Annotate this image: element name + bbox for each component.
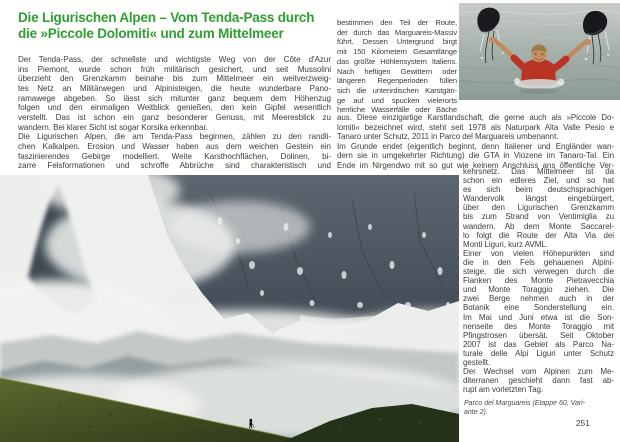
text-line: mit 150 Kilometern Gesamtlänge [337, 47, 457, 57]
text-line: zarre Felsformationen und schroffe Abbrüche sind charakteristisch und [18, 161, 331, 171]
photo-swimmer-illustration [459, 3, 620, 100]
text-line: rupt am vorletzten Tag. [463, 385, 544, 395]
photo-misty-mountains [0, 175, 459, 442]
text-line: Die Ligurischen Alpen – Vom Tenda-Pass durch [18, 10, 315, 25]
text-line: Die Ligurischen Alpen, die am Tenda-Pass beginnen, zählen zu den randli- [18, 132, 331, 142]
text-line: überzieht den Grenzkamm beinahe bis zum Mittelmeer ein weitverzweig- [18, 74, 331, 84]
text-line: Botanik eine Sonderstellung ein. [463, 303, 614, 313]
text-line: steige, die sich verwegen durch die [463, 267, 614, 277]
text-line: faszinierendes Gebirge modelliert. Weite Karsthochflächen, Dolinen, bi- [18, 151, 331, 161]
text-line: bis zum Strand von Ventimiglia zu [463, 212, 614, 222]
text-line: Einer von vielen Höhepunkten sind [463, 248, 614, 258]
text-line: Ende im Nirgendwo mit so gut wie keinem Anschluss ans öffentliche Ver- [337, 160, 614, 170]
text-line: schon ein edleres Ziel, und so hat [463, 176, 614, 186]
text-line: sich die unterirdischen Karstgän- [337, 85, 457, 95]
text-line: lomiti« bezeichnet wird, steht seit 1978 als Naturpark Alta Valle Pesio e [337, 122, 614, 132]
body-column-right-full [337, 113, 614, 170]
text-line: gestellt. [463, 357, 491, 367]
text-line: Im Mai und Juni etwa ist die Son- [463, 312, 614, 322]
text-line: Pfingstrosen übersät. Seit Oktober [463, 330, 614, 340]
page-number: 251 [575, 418, 590, 428]
text-line: dern sie in umgekehrter Richtung) die GTA in Viozene im Tanaro-Tal. Ein [337, 151, 614, 160]
text-line: Der Wechsel vom Alpinen zum Me- [463, 367, 614, 377]
text-line: das größte Höhlensystem Italiens. [337, 56, 457, 66]
text-line: folgen und den einmaligen Weitblick genießen, den kein Gipfel wesentlich [18, 103, 331, 113]
body-column-right-bottom [463, 167, 614, 394]
text-line: die in den Fels gehauenen Alpini- [463, 257, 614, 267]
text-line: tes Netz an Militärwegen und Alpinisteigen, die heute wunderbare Pano- [18, 83, 331, 93]
text-line: verstellt. Das ist schon ein ganz besonderer Genuss, mit Meeresblick zu [18, 112, 331, 122]
text-line: kehrsnetz. Das Mittelmeer ist da [463, 167, 614, 176]
text-line: bestimmen den Teil der Route, [337, 18, 457, 27]
text-line: diterranen geschieht dann fast ab- [463, 376, 614, 386]
text-line: die »Piccole Dolomiti« und zum Mittelmeer [18, 25, 284, 41]
text-line: ramawege abgeben. So lässt sich mitunter ganz bequem dem Höhenzug [18, 93, 331, 103]
text-line: ge auf und spucken vielerorts [337, 95, 457, 105]
text-line: wandern. Ab dem Monte Saccarel- [463, 221, 614, 231]
text-line: Nach heftigen Gewittern oder [337, 66, 457, 76]
text-line: 2007 ist das Gebiet als Parco Na- [463, 339, 614, 349]
photo-mountains-illustration [0, 175, 459, 442]
text-line: Der Tenda-Pass, der schnellste und wichtigste Weg von der Côte d'Azur [18, 55, 331, 64]
text-line: Flanken des Monte Pietravecchia [463, 276, 614, 286]
text-line: längeren Regenperioden füllen [337, 76, 457, 86]
text-line: zwei Berge nehmen auch in der [463, 294, 614, 304]
text-line: Im Grunde endet (eigentlich beginnt, denn Italiener und Engländer wan- [337, 141, 614, 151]
text-line: über den Ligurischen Grenzkamm [463, 203, 614, 213]
text-line: aus. Diese einzigartige Karstlandschaft, die gerne auch als »Piccole Do- [337, 113, 614, 122]
text-line: Tanaro unter Schutz, 2011 in Parco del Marguareis umbenannt. [337, 132, 559, 141]
text-line: Monti Liguri, kurz AVML. [463, 239, 548, 249]
text-line: nenseite des Monte Toraggio mit [463, 321, 614, 331]
text-line: der durch das Marguareis-Massiv [337, 27, 457, 37]
text-line: Wandervolk längst eingebürgert, [463, 194, 614, 204]
text-line: ins Piemont, wurde schon früh militärisch gesichert, und seit Mussolini [18, 64, 331, 74]
photo-swimmer-with-boots [459, 3, 620, 100]
page-title [18, 10, 352, 41]
text-line: lo folgt die Route der Alta Via dei [463, 230, 614, 240]
text-line: es sich beim deutschsprachigen [463, 185, 614, 195]
text-line: und Monte Toraggio ziehen. Die [463, 285, 614, 295]
text-line: führt. Dessen Untergrund birgt [337, 37, 457, 47]
text-line: wandern. Bei klarer Sicht ist sogar Korsika erkennbar. [18, 122, 208, 132]
text-line: Parco del Marguareis (Etappe 60, Vari- [464, 400, 586, 407]
text-line: chen Kalkalpen. Erosion und Wasser haben aus dem weichen Gestein ein [18, 141, 331, 151]
photo-caption [464, 399, 614, 417]
text-line: turale delle Alpi Liguri unter Schutz [463, 348, 614, 358]
text-line: herrliche Wasserfälle oder Bäche [337, 105, 457, 115]
text-line: ante 2). [464, 409, 488, 416]
body-column-right-top [337, 18, 457, 115]
body-column-left [18, 55, 331, 171]
